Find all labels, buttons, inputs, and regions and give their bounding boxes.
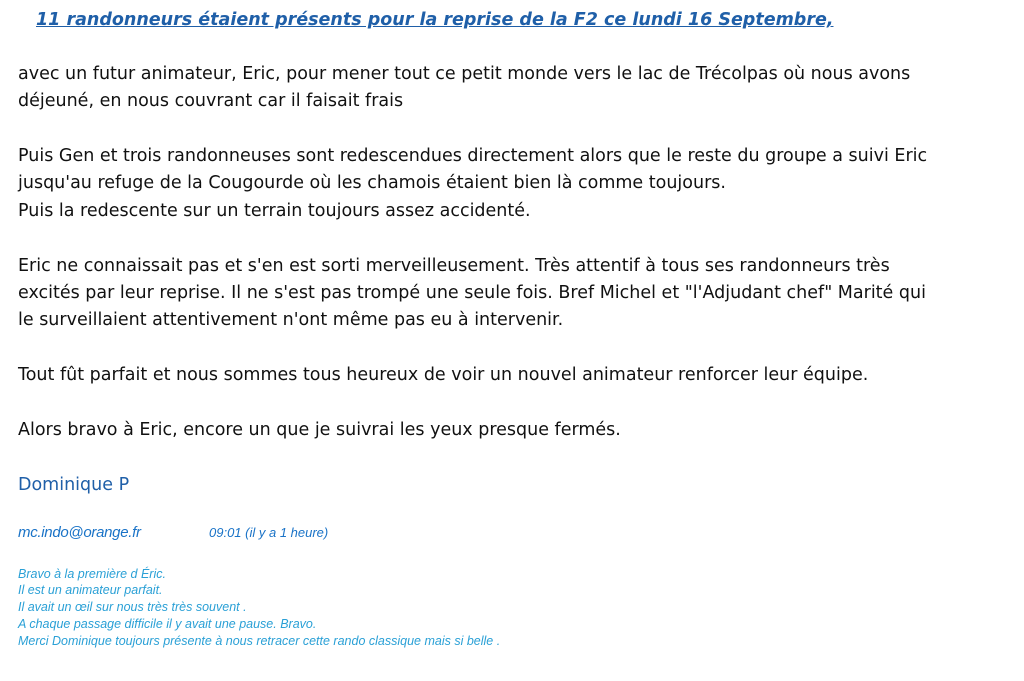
comment-line: Il avait un œil sur nous très très souvent .	[18, 600, 247, 614]
article-line: Puis Gen et trois randonneuses sont redescendues directement alors que le reste du groupe a suivi Eric	[18, 146, 928, 166]
article-line: Alors bravo à Eric, encore un que je suivrai les yeux presque fermés.	[18, 420, 621, 440]
article-line: excités par leur reprise. Il ne s'est pas trompé une seule fois. Bref Michel et "l'Adjudant chef" Marité qui	[18, 283, 926, 303]
comment-author-email[interactable]: mc.indo@orange.fr	[18, 524, 141, 541]
article-line: le surveillaient attentivement n'ont même pas eu à intervenir.	[18, 310, 564, 330]
comment-line: A chaque passage difficile il y avait une pause. Bravo.	[18, 617, 317, 631]
comment-timestamp: 09:01 (il y a 1 heure)	[209, 525, 329, 540]
article-title: 11 randonneurs étaient présents pour la reprise de la F2 ce lundi 16 Septembre,	[36, 10, 834, 30]
article-line: jusqu'au refuge de la Cougourde où les chamois étaient bien là comme toujours.	[18, 173, 726, 193]
article-line: déjeuné, en nous couvrant car il faisait frais	[18, 91, 404, 111]
comment-line: Merci Dominique toujours présente à nous retracer cette rando classique mais si belle .	[18, 634, 501, 648]
article-line: Eric ne connaissait pas et s'en est sorti merveilleusement. Très attentif à tous ses randonneurs très	[18, 256, 890, 276]
comment-line: Il est un animateur parfait.	[18, 583, 163, 597]
article-line: Tout fût parfait et nous sommes tous heureux de voir un nouvel animateur renforcer leur équipe.	[18, 365, 869, 385]
article-line: avec un futur animateur, Eric, pour mener tout ce petit monde vers le lac de Trécolpas où nous avons	[18, 64, 911, 84]
article-line: Puis la redescente sur un terrain toujours assez accidenté.	[18, 201, 531, 221]
article-signature: Dominique P	[18, 475, 130, 495]
comment-line: Bravo à la première d Éric.	[18, 567, 166, 581]
